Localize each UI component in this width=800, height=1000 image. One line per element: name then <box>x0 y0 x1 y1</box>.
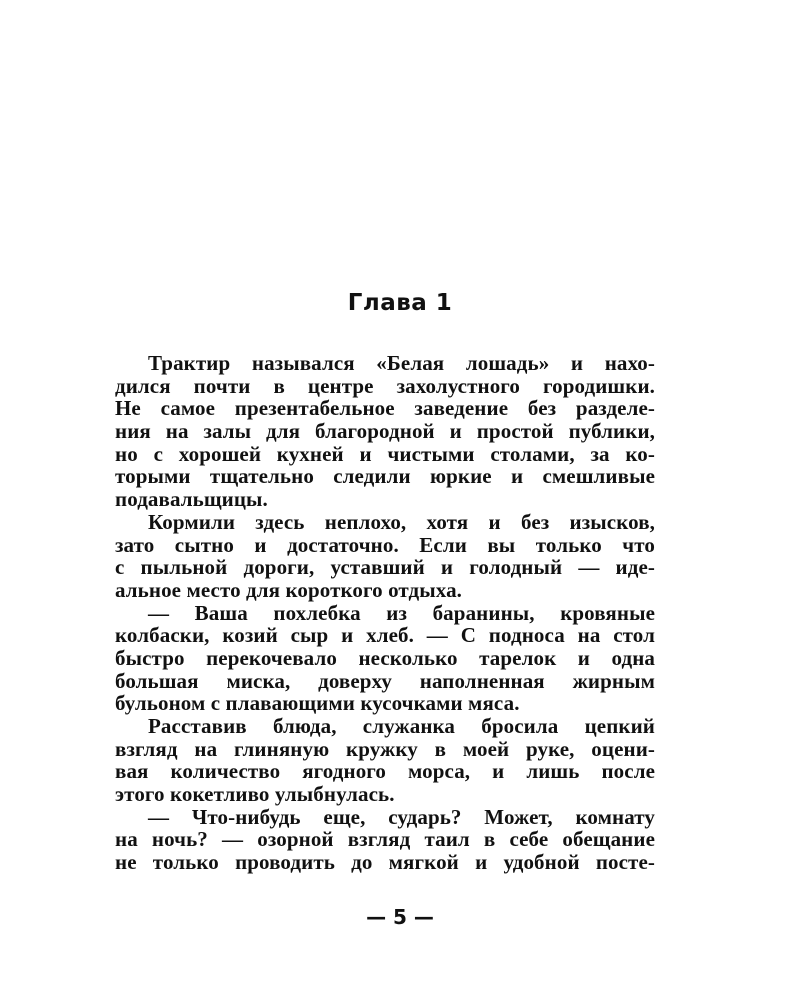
text-line: бульоном с плавающими кусочками мяса. <box>115 691 520 716</box>
text-line: альное место для короткого отдыха. <box>115 577 463 602</box>
text-line: зато сытно и достаточно. Если вы только что <box>115 532 655 557</box>
text-line: взгляд на глиняную кружку в моей руке, оцени- <box>115 736 655 761</box>
text-line: дился почти в центре захолустного городишки. <box>115 373 655 398</box>
text-line: Расставив блюда, служанка бросила цепкий <box>148 714 655 738</box>
body-text <box>115 352 655 874</box>
text-line: торыми тщательно следили юркие и смешливые <box>115 464 655 489</box>
text-line: подавальщицы. <box>115 487 268 512</box>
chapter-title: Глава 1 <box>347 290 453 316</box>
text-line: Кормили здесь неплохо, хотя и без изысков, <box>148 509 655 534</box>
text-line: но с хорошей кухней и чистыми столами, за ко- <box>115 441 655 466</box>
text-line: на ночь? — озорной взгляд таил в себе обещание <box>115 827 655 852</box>
text-line: — Что-нибудь еще, сударь? Может, комнату <box>148 804 655 829</box>
text-line: быстро перекочевало несколько тарелок и одна <box>115 645 655 670</box>
text-line: Трактир назывался «Белая лошадь» и нахо- <box>148 351 655 375</box>
text-line: — Ваша похлебка из баранины, кровяные <box>148 600 655 625</box>
text-line: колбаски, козий сыр и хлеб. — С подноса на стол <box>115 623 655 648</box>
text-line: большая миска, доверху наполненная жирным <box>115 668 655 693</box>
text-line: не только проводить до мягкой и удобной посте- <box>115 850 655 875</box>
text-line: с пыльной дороги, уставший и голодный — иде- <box>115 555 655 580</box>
text-line: вая количество ягодного морса, и лишь после <box>115 759 655 784</box>
text-line: Не самое презентабельное заведение без разделе- <box>115 396 655 421</box>
page-number: — 5 — <box>366 905 434 929</box>
text-line: ния на залы для благородной и простой публики, <box>115 419 655 444</box>
text-line: этого кокетливо улыбнулась. <box>115 782 395 807</box>
